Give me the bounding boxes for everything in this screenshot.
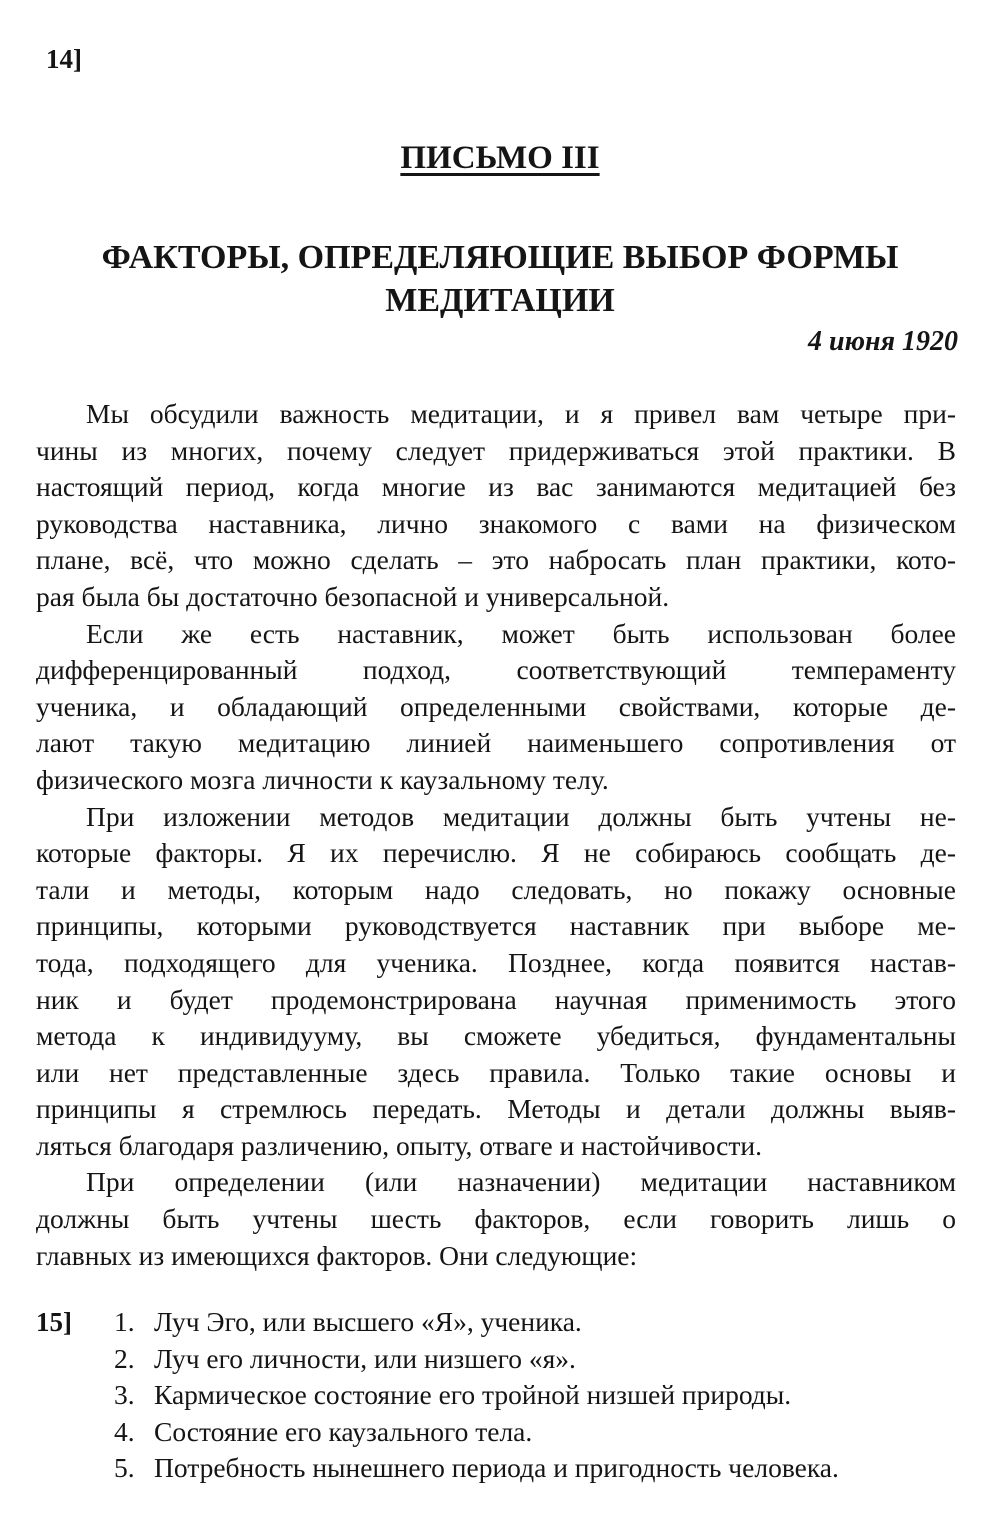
text-line: ник и будет продемонстрирована научная применимость этого: [36, 983, 956, 1015]
text-line: тода, подходящего для ученика. Позднее, когда появится настав-: [36, 946, 956, 978]
text-line: главных из имеющихся факторов. Они следующие:: [36, 1239, 638, 1271]
text-line: ляться благодаря различению, опыту, отваге и настойчивости.: [36, 1129, 762, 1161]
text-line: При определении (или назначении) медитации наставником: [86, 1166, 956, 1198]
page-number-top: 14]: [46, 44, 82, 74]
text-line: лают такую медитацию линией наименьшего сопротивления от: [36, 727, 956, 759]
paragraph: [36, 616, 956, 799]
text-line: физического мозга личности к каузальному телу.: [36, 763, 609, 795]
text-line: Если же есть наставник, может быть использован более: [86, 617, 956, 649]
list-item-number: 4.: [114, 1415, 135, 1447]
text-line: дифференцированный подход, соответствующий темпераменту: [36, 654, 956, 686]
factors-list: [114, 1304, 839, 1487]
list-item-text: Кармическое состояние его тройной низшей природы.: [154, 1379, 792, 1411]
list-item-text: Состояние его каузального тела.: [154, 1415, 533, 1447]
list-item: [114, 1414, 839, 1451]
chapter-title: [20, 236, 980, 322]
list-item: [114, 1450, 839, 1487]
body-text: [36, 396, 956, 1274]
list-item-number: 2.: [114, 1342, 135, 1374]
text-line: рая была бы достаточно безопасной и универсальной.: [36, 580, 670, 612]
list-item-text: Луч Эго, или высшего «Я», ученика.: [154, 1306, 582, 1337]
list-item-text: Луч его личности, или низшего «я».: [154, 1342, 576, 1374]
text-line: При изложении методов медитации должны быть учтены не-: [86, 800, 956, 832]
text-line: которые факторы. Я их перечислю. Я не собираюсь сообщать де-: [36, 837, 956, 869]
paragraph: [36, 799, 956, 1165]
list-item: [114, 1377, 839, 1414]
page-number-list: 15]: [36, 1307, 72, 1337]
paragraph: [36, 396, 956, 616]
text-line: Мы обсудили важность медитации, и я привел вам четыре при-: [86, 398, 956, 429]
list-item-number: 5.: [114, 1452, 135, 1484]
text-line: настоящий период, когда многие из вас занимаются медитацией без: [36, 471, 956, 503]
list-item: [114, 1341, 839, 1378]
paragraph: [36, 1164, 956, 1274]
list-item: [114, 1304, 839, 1341]
text-line: плане, всё, что можно сделать – это набросать план практики, кото-: [36, 544, 956, 576]
text-line: или нет представленные здесь правила. Только такие основы и: [36, 1056, 956, 1088]
text-line: чины из многих, почему следует придерживаться этой практики. В: [36, 434, 956, 466]
text-line: руководства наставника, лично знакомого с вами на физическом: [36, 507, 956, 539]
text-line: ученика, и обладающий определенными свойствами, которые де-: [36, 690, 956, 722]
text-line: тали и методы, которым надо следовать, но покажу основные: [36, 873, 956, 905]
letter-date: 4 июня 1920: [808, 326, 958, 357]
list-item-number: 3.: [114, 1379, 135, 1411]
text-line: принципы, которыми руководствуется наставник при выборе ме-: [36, 910, 956, 942]
list-item-text: Потребность нынешнего периода и пригодность человека.: [154, 1452, 839, 1484]
chapter-title-line: МЕДИТАЦИИ: [385, 282, 615, 319]
text-line: должны быть учтены шесть факторов, если говорить лишь о: [36, 1203, 956, 1235]
letter-title: [0, 140, 1000, 177]
chapter-title-line: ФАКТОРЫ, ОПРЕДЕЛЯЮЩИЕ ВЫБОР ФОРМЫ: [101, 239, 899, 276]
text-line: метода к индивидууму, вы сможете убедиться, фундаментальны: [36, 1020, 956, 1052]
list-item-number: 1.: [114, 1306, 135, 1337]
letter-title-text: ПИСЬМО III: [400, 140, 600, 176]
text-line: принципы я стремлюсь передать. Методы и детали должны выяв-: [36, 1093, 956, 1125]
